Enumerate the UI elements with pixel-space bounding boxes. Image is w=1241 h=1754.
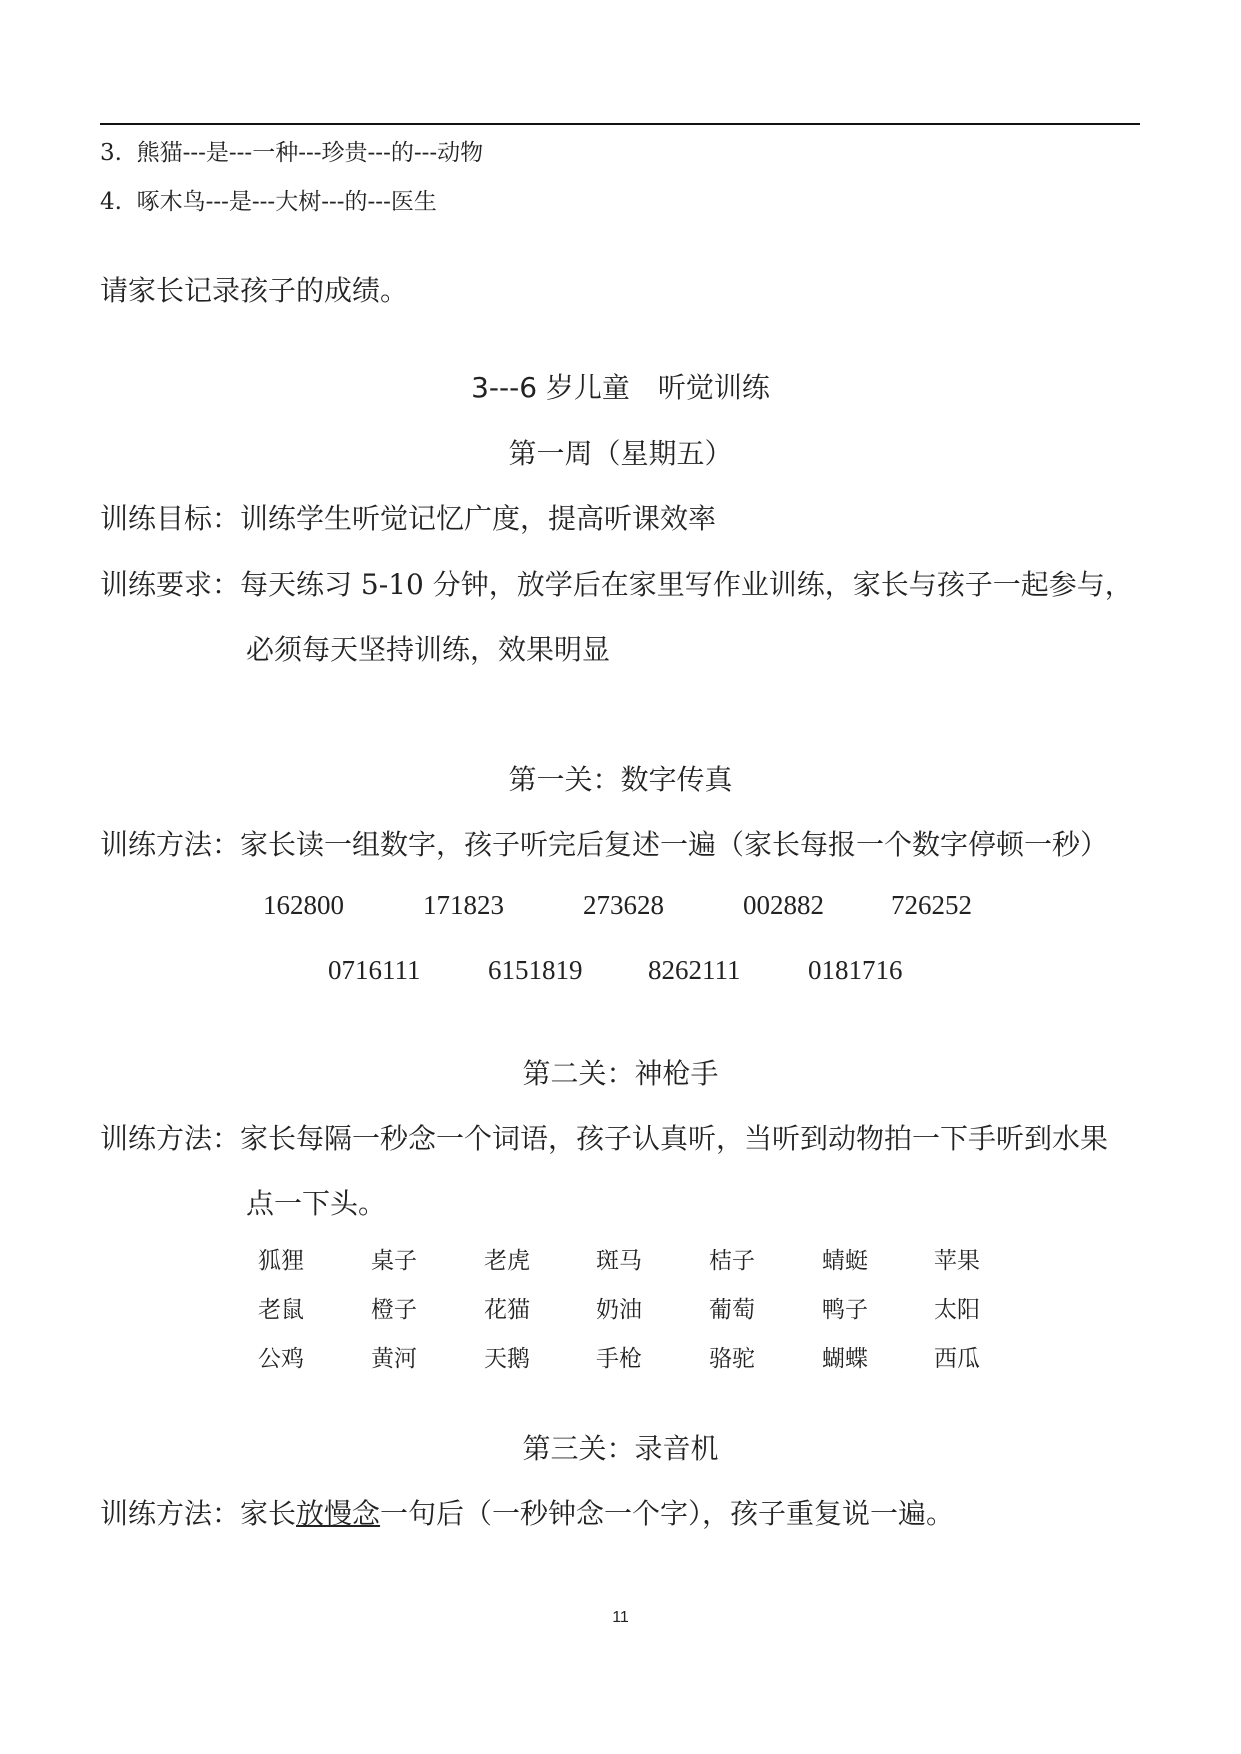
method-label: 训练方法： [100,1122,241,1155]
word-item: 狐狸 [258,1248,304,1274]
method-label: 训练方法： [100,828,241,861]
word-item: 葡萄 [709,1297,755,1323]
word-item: 桔子 [709,1248,755,1274]
level3-method [100,1492,954,1532]
level2-title: 第二关：神枪手 [522,1057,719,1090]
header-rule [100,123,1140,125]
word-item: 老虎 [484,1248,530,1274]
word-item: 西瓜 [934,1346,980,1372]
week-heading: 第一周（星期五） [508,437,733,470]
number-group: 8262111 [648,955,741,985]
sentence-text: 熊猫---是---一种---珍贵---的---动物 [136,140,484,166]
number-group: 726252 [891,890,972,920]
method-text: 家长每隔一秒念一个词语，孩子认真听，当听到动物拍一下手听到水果 [240,1122,1109,1155]
sentence-number: 4. [100,189,122,215]
method-label: 训练方法： [100,1497,241,1530]
word-item: 蝴蝶 [822,1346,868,1372]
sentence-text: 啄木鸟---是---大树---的---医生 [136,189,437,215]
level1-title: 第一关：数字传真 [508,763,733,796]
sentence-number: 3. [100,140,122,166]
word-item: 鸭子 [822,1297,868,1323]
number-group: 0716111 [328,955,421,985]
requirement-line1: 每天练习 5-10 分钟，放学后在家里写作业训练，家长与孩子一起参与， [240,568,1133,601]
word-item: 骆驼 [709,1346,755,1372]
sentence-4 [100,183,437,216]
training-goal [100,497,716,537]
sentence-3 [100,134,483,167]
goal-label: 训练目标： [100,502,241,535]
level1-method [100,823,1108,863]
level2-method [100,1117,1108,1157]
page-title: 3---6 岁儿童 听觉训练 [471,371,770,404]
number-group: 162800 [263,890,344,920]
word-item: 天鹅 [484,1346,530,1372]
word-item: 苹果 [934,1248,980,1274]
word-item: 斑马 [596,1248,642,1274]
requirement-line2: 必须每天坚持训练，效果明显 [246,633,611,666]
word-item: 奶油 [596,1297,642,1323]
level2-method-line2: 点一下头。 [246,1187,387,1220]
word-item: 太阳 [934,1297,980,1323]
word-item: 橙子 [371,1297,417,1323]
method-text: 家长读一组数字，孩子听完后复述一遍（家长每报一个数字停顿一秒） [240,828,1109,861]
parent-note: 请家长记录孩子的成绩。 [100,274,409,307]
number-group: 273628 [583,890,664,920]
method-underlined: 放慢念 [296,1497,381,1530]
number-group: 0181716 [808,955,903,985]
word-item: 蜻蜓 [822,1248,868,1274]
requirement-label: 训练要求： [100,568,241,601]
number-group: 171823 [423,890,504,920]
word-item: 花猫 [484,1297,530,1323]
goal-text: 训练学生听觉记忆广度，提高听课效率 [240,502,717,535]
word-item: 桌子 [371,1248,417,1274]
word-item: 老鼠 [258,1297,304,1323]
word-item: 黄河 [371,1346,417,1372]
training-requirement [100,563,1133,603]
word-item: 公鸡 [258,1346,304,1372]
level3-title: 第三关：录音机 [522,1432,719,1465]
number-group: 6151819 [488,955,583,985]
page-number: 11 [612,1609,629,1626]
method-text-pre: 家长 [240,1497,297,1530]
number-group: 002882 [743,890,824,920]
word-item: 手枪 [596,1346,642,1372]
method-text-post: 一句后（一秒钟念一个字），孩子重复说一遍。 [380,1497,955,1530]
